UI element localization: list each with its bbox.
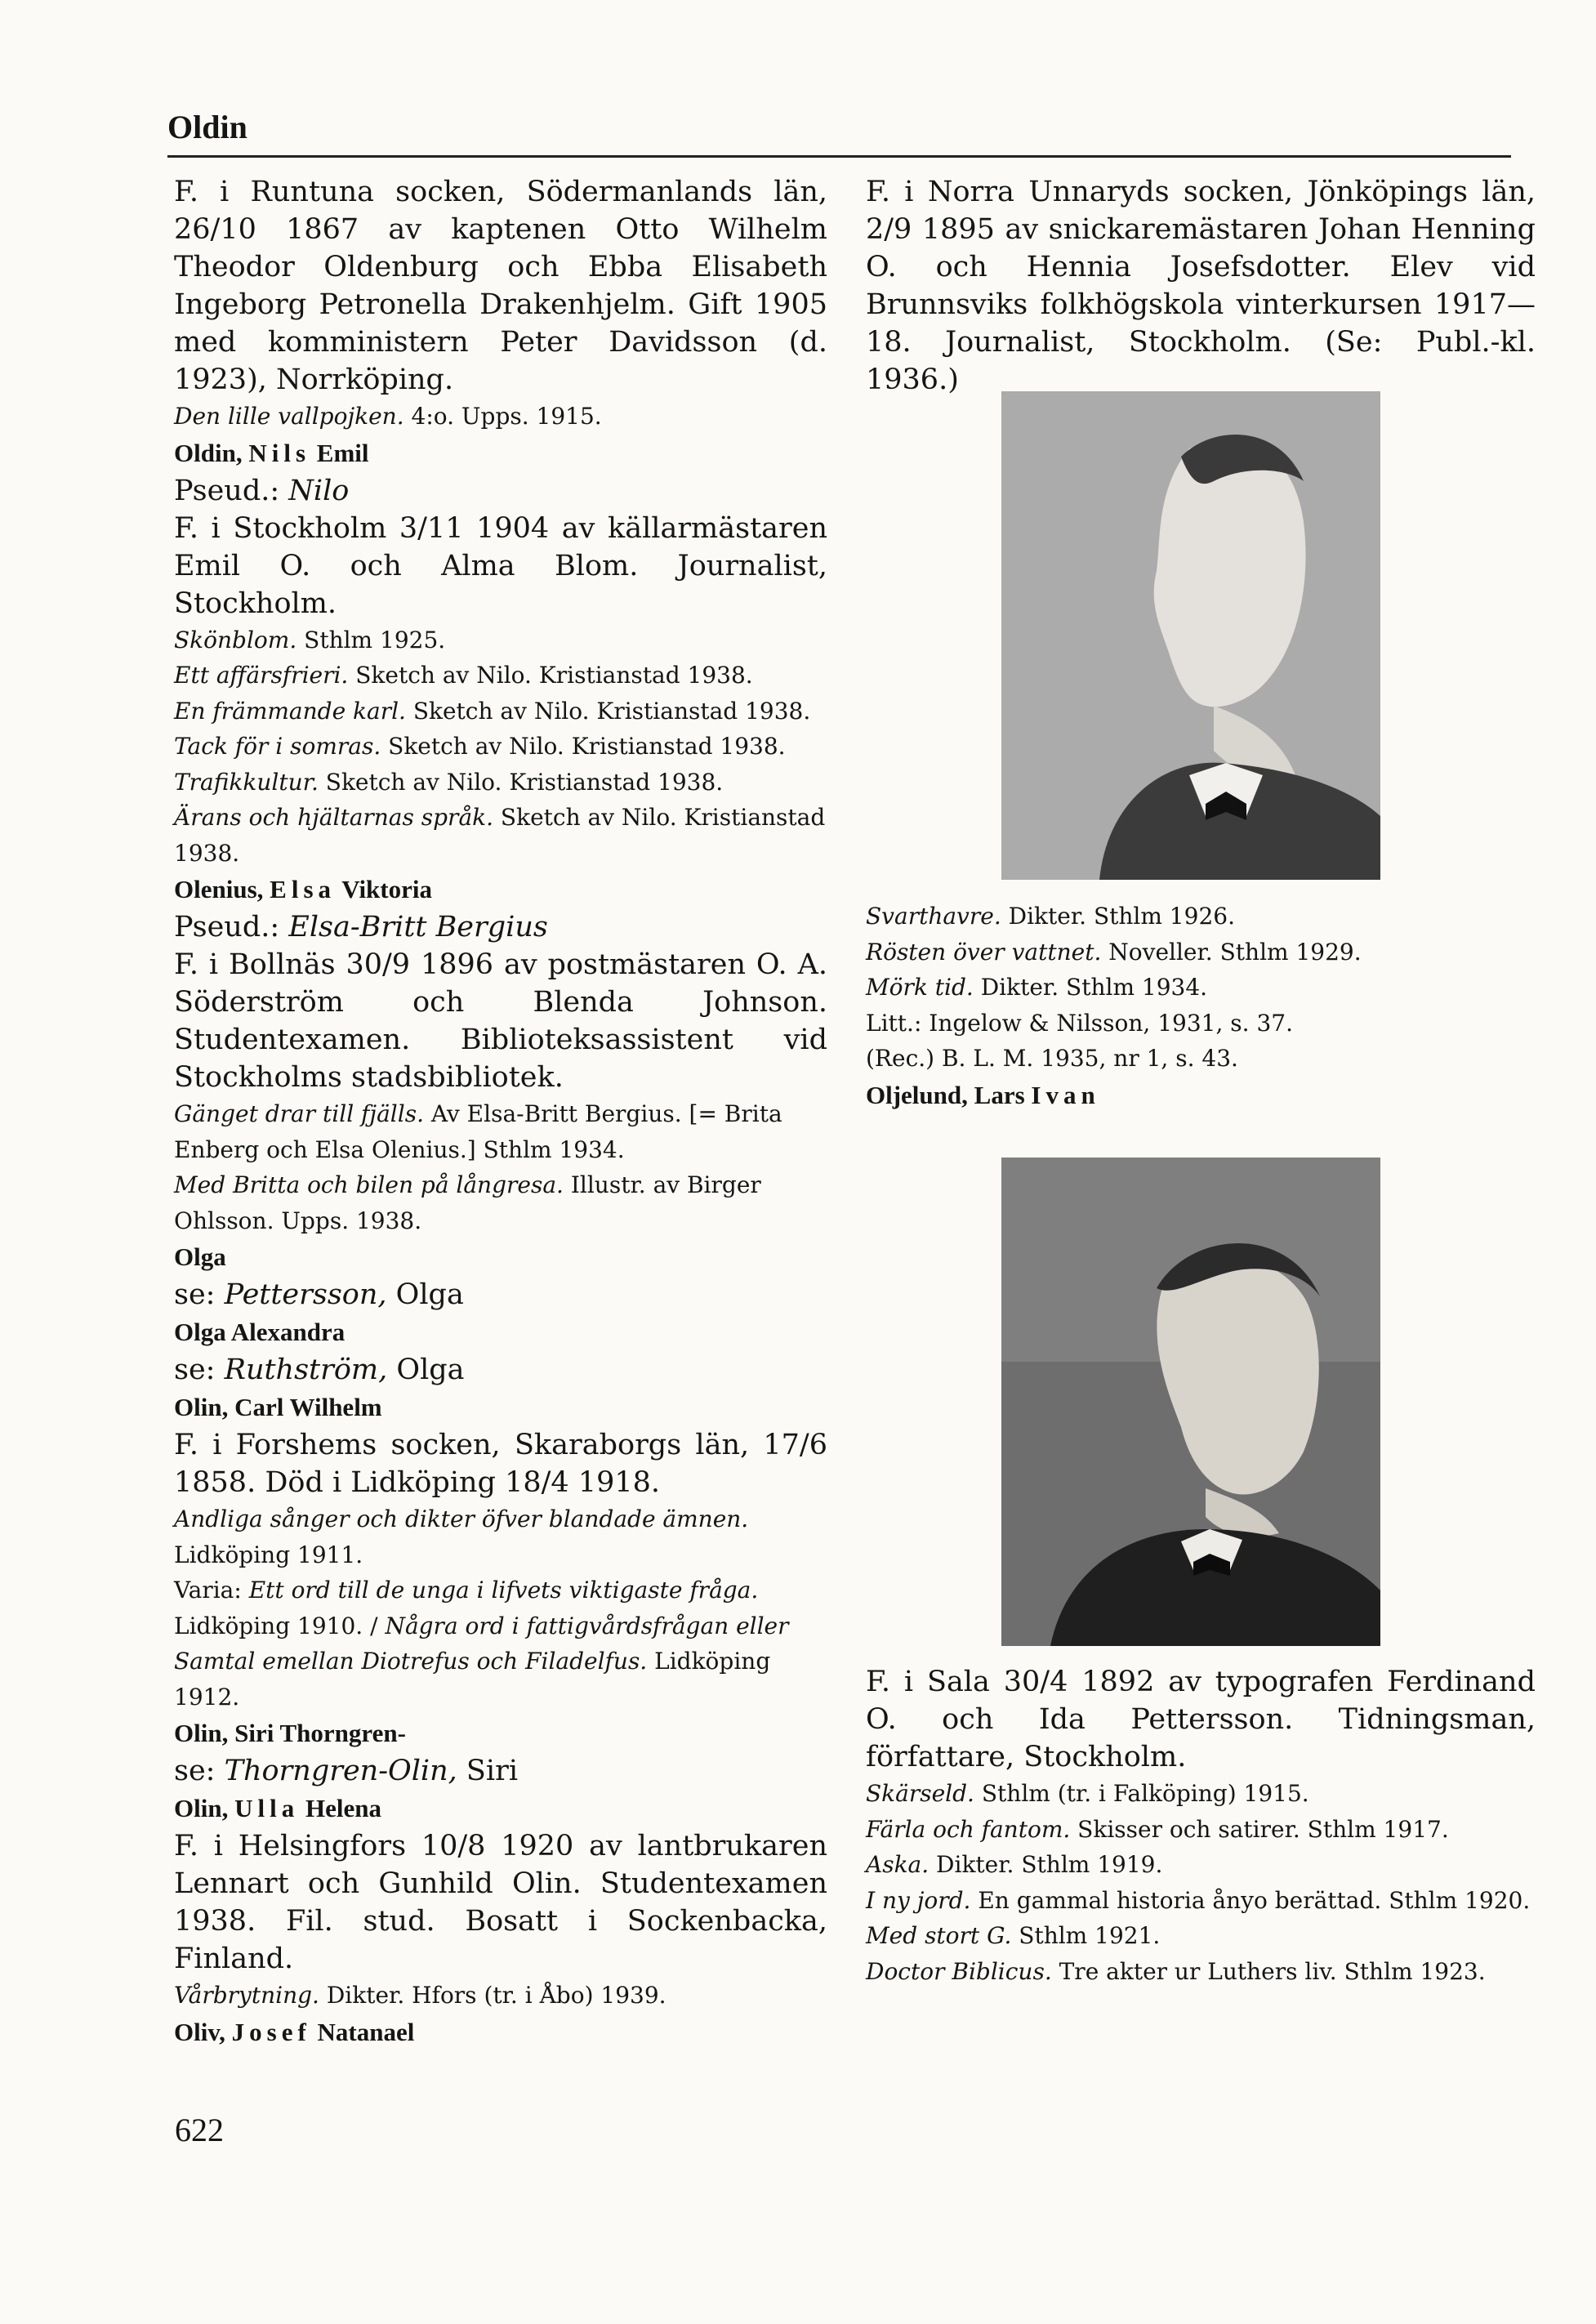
work-item: Med Britta och bilen på långresa. Illustr. av Birger Ohlsson. Upps. 1938.: [174, 1171, 761, 1234]
review-ref: (Rec.) B. L. M. 1935, nr 1, s. 43.: [866, 1045, 1238, 1072]
oldin-bio: F. i Runtuna socken, Södermanlands län, 26/10 1867 av kaptenen Otto Wilhelm Theodor Oldenburg och Ebba Elisabeth Ingeborg Petronella Drakenhjelm. Gift 1905 med komministern Peter Davidsson (d. 1923), Norrköping.: [174, 176, 827, 396]
work-item: Doctor Biblicus. Tre akter ur Luthers liv. Sthlm 1923.: [866, 1957, 1486, 1985]
left-column: [174, 173, 827, 2051]
portrait-man-profile-icon: [1001, 391, 1380, 880]
work-item: I ny jord. En gammal historia ånyo berättad. Sthlm 1920.: [866, 1886, 1531, 1914]
work-item: Skärseld. Sthlm (tr. i Falköping) 1915.: [866, 1780, 1309, 1807]
olin-ulla-bio: F. i Helsingfors 10/8 1920 av lantbrukaren Lennart och Gunhild Olin. Studentexamen 1938. Fil. stud. Bosatt i Sockenbacka, Finland.: [174, 1830, 827, 1975]
portrait-oljelund-photo: [1001, 1158, 1380, 1646]
literature-ref: Litt.: Ingelow & Nilsson, 1931, s. 37.: [866, 1009, 1293, 1037]
entry-heading-olga-alexandra: Olga Alexandra: [174, 1318, 346, 1346]
olenius-bio: F. i Bollnäs 30/9 1896 av postmästaren O. A. Söderström och Blenda Johnson. Studentexamen. Biblioteksassistent vid Stockholms stadsbibliotek.: [174, 948, 827, 1094]
work-item: Färla och fantom. Skisser och satirer. Sthlm 1917.: [866, 1815, 1449, 1843]
right-column-middle: [866, 899, 1536, 1114]
work-item: Andliga sånger och dikter öfver blandade ämnen. Lidköping 1911.: [174, 1505, 749, 1568]
oliv-bio: F. i Norra Unnaryds socken, Jönköpings län, 2/9 1895 av snickaremästaren Johan Henning O. och Hennia Josefsdotter. Elev vid Brunnsviks folkhögskola vinterkursen 1917—18. Journalist, Stockholm. (Se: Publ.-kl. 1936.): [866, 176, 1536, 396]
oldin-work: Den lille vallpojken. 4:o. Upps. 1915.: [174, 403, 602, 430]
oljelund-bio: F. i Sala 30/4 1892 av typografen Ferdinand O. och Ida Pettersson. Tidningsman, författare, Stockholm.: [866, 1666, 1536, 1773]
work-item: Mörk tid. Dikter. Sthlm 1934.: [866, 974, 1208, 1001]
see-reference: se: Thorngren-Olin, Siri: [174, 1755, 519, 1787]
see-reference: se: Pettersson, Olga: [174, 1278, 464, 1311]
work-item: Svarthavre. Dikter. Sthlm 1926.: [866, 903, 1235, 930]
work-item: Ärans och hjältarnas språk. Sketch av Nilo. Kristianstad 1938.: [174, 804, 826, 867]
work-item: Ett affärsfrieri. Sketch av Nilo. Kristianstad 1938.: [174, 662, 753, 689]
entry-heading-oliv: Oliv, Josef Natanael: [174, 2017, 415, 2046]
work-item: Med stort G. Sthlm 1921.: [866, 1922, 1161, 1949]
work-item: Vårbrytning. Dikter. Hfors (tr. i Åbo) 1939.: [174, 1982, 666, 2009]
olin-carl-bio: F. i Forshems socken, Skaraborgs län, 17/6 1858. Död i Lidköping 18/4 1918.: [174, 1429, 827, 1499]
pseudonym-nilo: Pseud.: Nilo: [174, 474, 350, 507]
portrait-oliv-photo: [1001, 391, 1380, 880]
work-item: Skönblom. Sthlm 1925.: [174, 626, 446, 653]
nils-bio: F. i Stockholm 3/11 1904 av källarmästaren Emil O. och Alma Blom. Journalist, Stockholm.: [174, 511, 827, 620]
see-reference: se: Ruthström, Olga: [174, 1354, 465, 1386]
work-item: Aska. Dikter. Sthlm 1919.: [866, 1851, 1163, 1878]
header-rule: [167, 155, 1511, 158]
portrait-man-profile-icon: [1001, 1158, 1380, 1646]
entry-heading-olenius: Olenius, Elsa Viktoria: [174, 875, 432, 903]
right-column-top: [866, 173, 1536, 399]
work-item: Rösten över vattnet. Noveller. Sthlm 1929.: [866, 938, 1362, 966]
entry-heading-olin-carl: Olin, Carl Wilhelm: [174, 1393, 382, 1421]
work-item: Trafikkultur. Sketch av Nilo. Kristianstad 1938.: [174, 768, 724, 796]
entry-heading-olga: Olga: [174, 1242, 226, 1271]
running-head: Oldin: [167, 109, 247, 145]
varia-item: Varia: Ett ord till de unga i lifvets viktigaste fråga. Lidköping 1910. / Några ord i fattigvårdsfrågan eller Samtal emellan Diotrefus och Filadelfus. Lidköping 1912.: [174, 1577, 789, 1711]
page-number: 622: [175, 2112, 224, 2148]
work-item: En främmande karl. Sketch av Nilo. Kristianstad 1938.: [174, 697, 811, 725]
entry-heading-oljelund: Oljelund, Lars Ivan: [866, 1080, 1100, 1109]
entry-heading-olin-ulla: Olin, Ulla Helena: [174, 1794, 381, 1822]
entry-heading-nils-oldin: Oldin, Nils Emil: [174, 438, 369, 467]
entry-heading-olin-siri: Olin, Siri Thorngren-: [174, 1719, 406, 1747]
pseudonym-elsa-britt: Pseud.: Elsa-Britt Bergius: [174, 911, 548, 943]
work-item: Gänget drar till fjälls. Av Elsa-Britt Bergius. [= Brita Enberg och Elsa Olenius.] Sthlm 1934.: [174, 1100, 782, 1163]
work-item: Tack för i somras. Sketch av Nilo. Kristianstad 1938.: [174, 733, 786, 760]
right-column-bottom: [866, 1663, 1536, 1989]
